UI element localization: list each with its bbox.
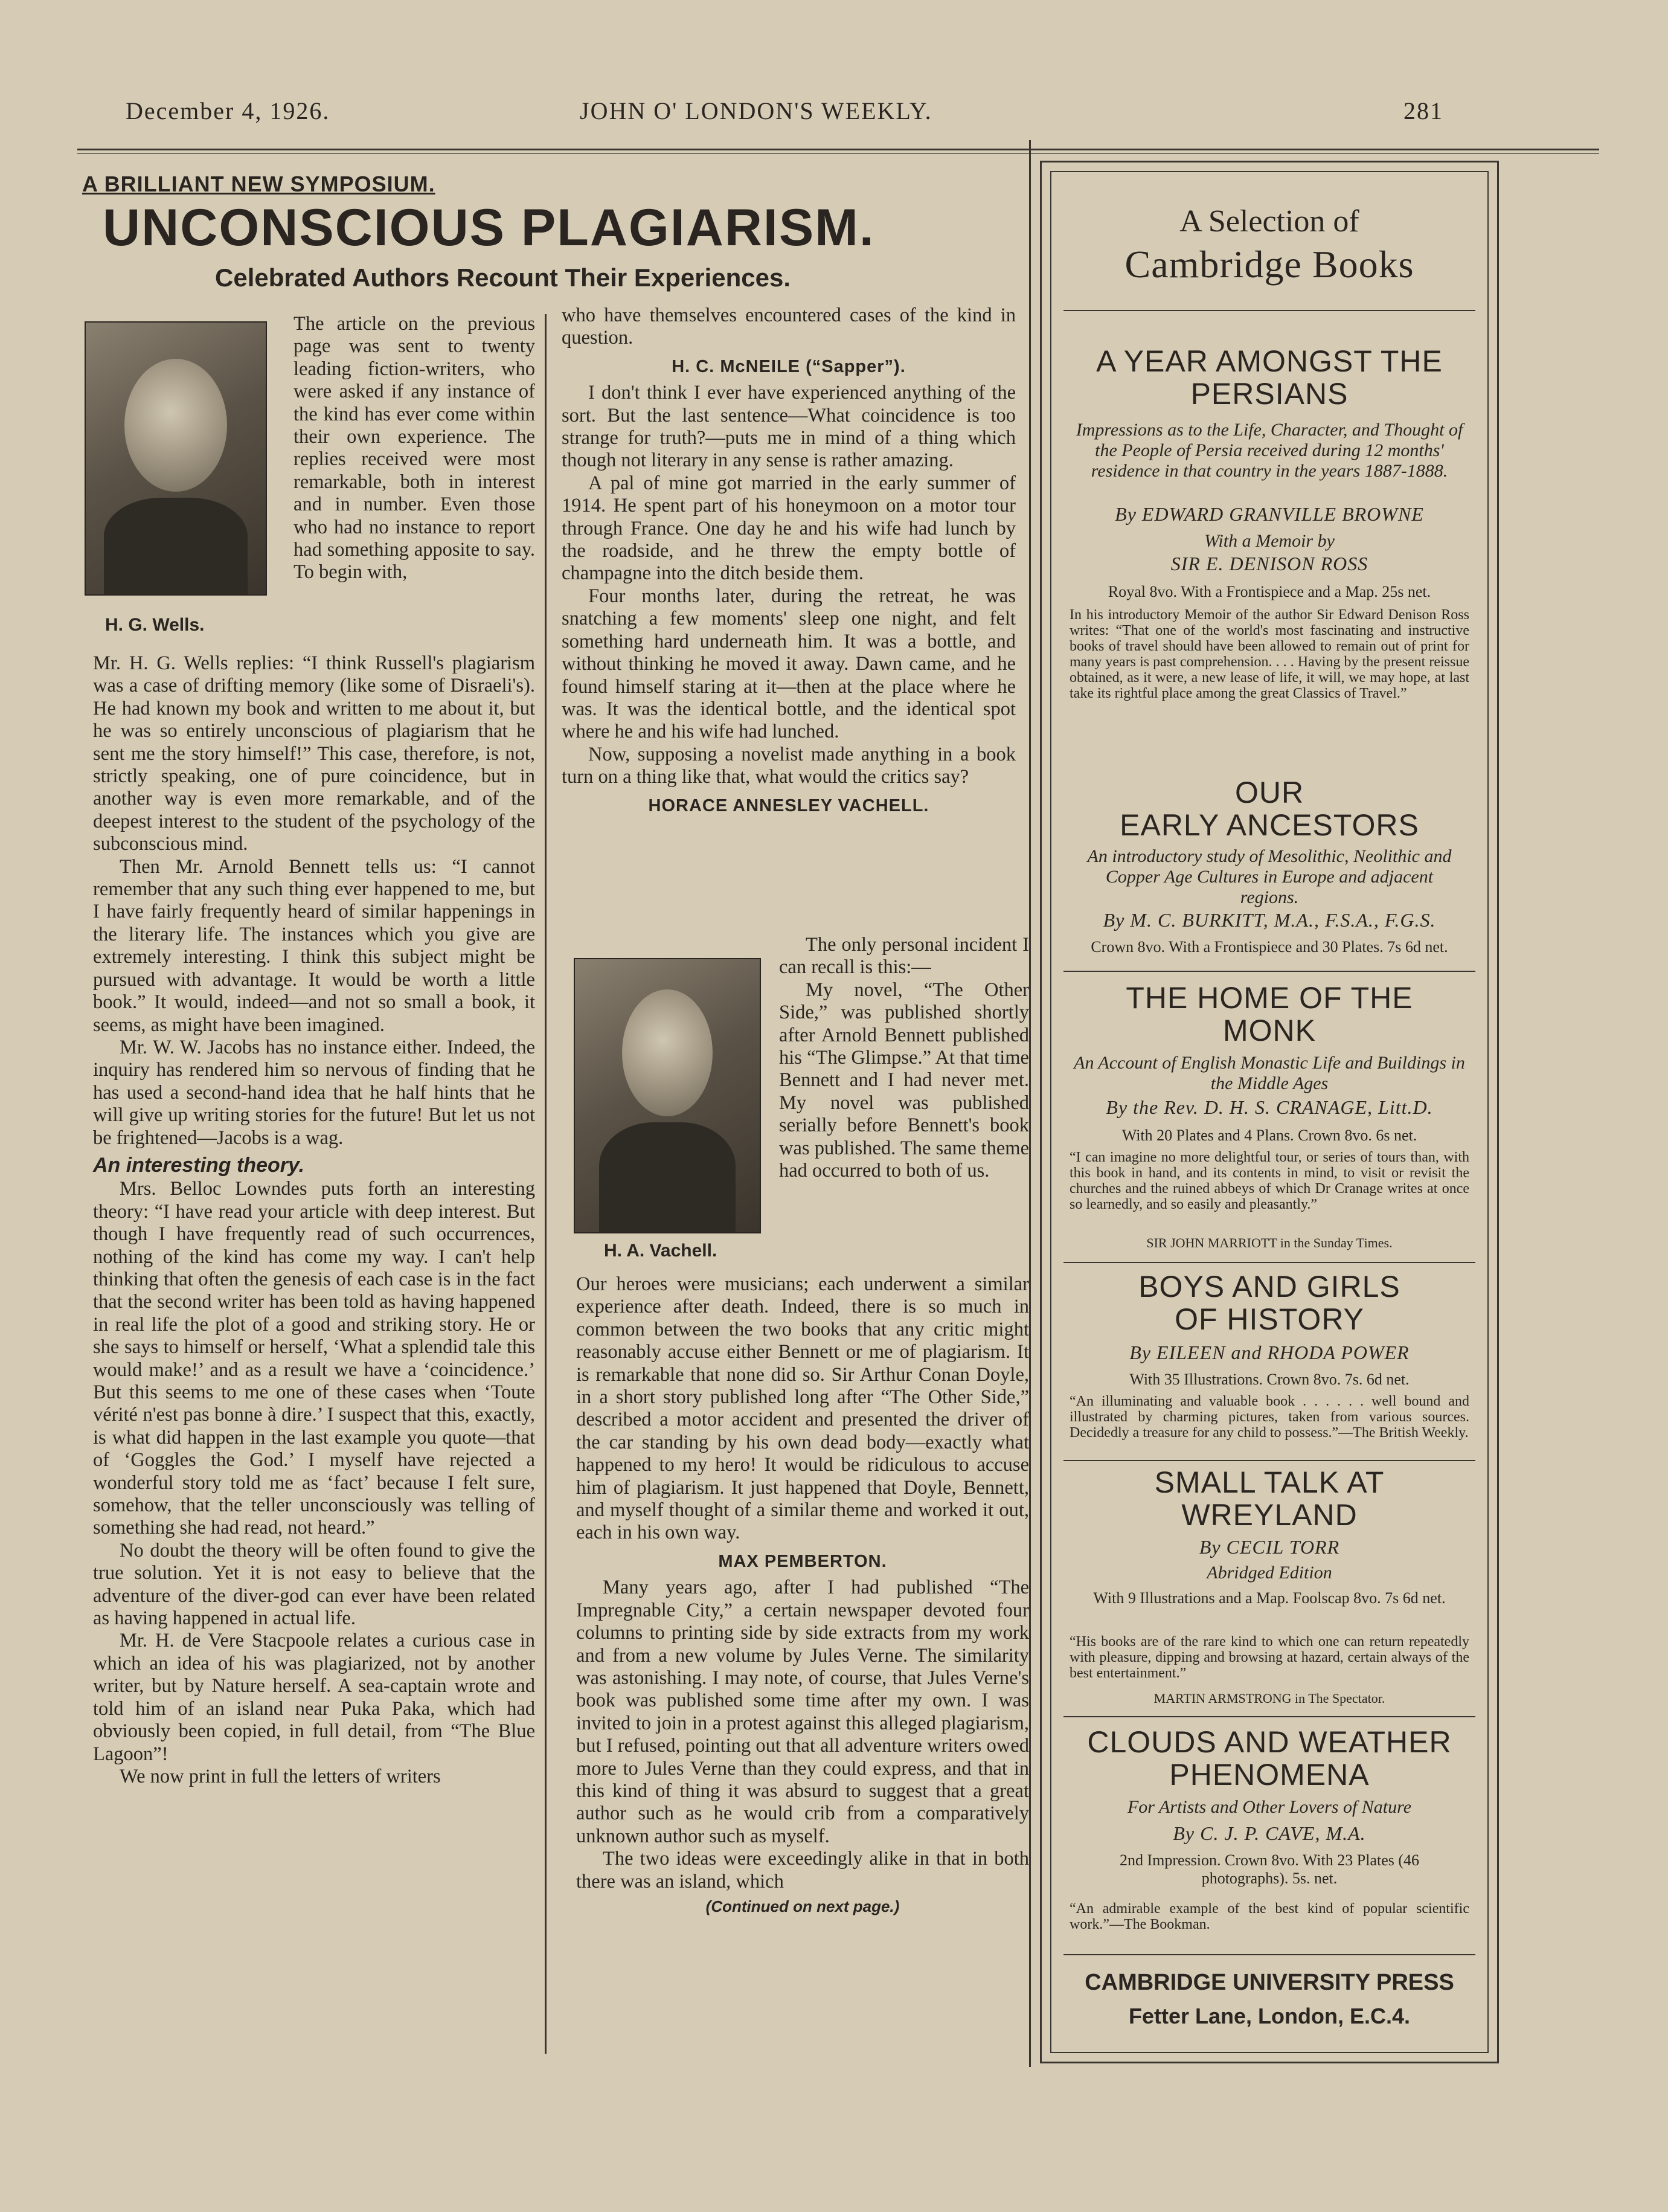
ad-rule-6 — [1063, 1954, 1475, 1955]
intro-paragraph: The article on the previous page was sent to twenty leading fiction-writers, who were asked if any instance of the kind has ever come within their own experience. The replies received were most remarkable, both in interest and in number. Even those who had no instance to report had something apposite to say. To begin with, — [294, 313, 535, 584]
book-author-clouds: By C. J. P. CAVE, M.A. — [1173, 1822, 1366, 1844]
book-details-clouds: 2nd Impression. Crown 8vo. With 23 Plates (46 photographs). 5s. net. — [1119, 1851, 1420, 1887]
book-subtitle-clouds: For Artists and Other Lovers of Nature — [1127, 1797, 1412, 1817]
book-title-ancestors-1: OUR — [1234, 776, 1304, 809]
book-author-monk: By the Rev. D. H. S. CRANAGE, Litt.D. — [1106, 1096, 1433, 1118]
article-kicker: A BRILLIANT NEW SYMPOSIUM. — [82, 172, 435, 196]
column-divider — [545, 314, 547, 2054]
pemberton-heading: MAX PEMBERTON. — [718, 1551, 887, 1571]
book-quote-boys: “An illuminating and valuable book . . . . . . well bound and illustrated by charming pictures, taken from various sources. Decidedly a treasure for any child to possess.”—The British Weekly. — [1070, 1394, 1469, 1441]
ad-divider — [1029, 140, 1031, 2067]
book-title-clouds-1: CLOUDS AND WEATHER — [1087, 1725, 1452, 1759]
vachell-text-top — [779, 934, 1029, 1182]
article-column-1-top — [294, 313, 535, 584]
publisher-name: CAMBRIDGE UNIVERSITY PRESS — [1085, 1970, 1454, 1995]
ad-title-2: Cambridge Books — [1124, 243, 1414, 286]
continued-note: (Continued on next page.) — [705, 1897, 900, 1915]
page-header — [0, 97, 1668, 133]
sapper-paragraph-2: A pal of mine got married in the early summer of 1914. He spent part of his honeymoon on a motor tour through France. One day he and his wife had lunch by the roadside, and he threw the empty bottle of champagne into the ditch beside them. — [562, 472, 1016, 585]
article-column-2-top — [562, 304, 1016, 821]
book-memoir-persians: With a Memoir by — [1204, 531, 1335, 551]
closing-paragraph: We now print in full the letters of writers — [120, 1765, 441, 1787]
sapper-paragraph-3: Four months later, during the retreat, he was snatching a few moments' sleep one night, and felt something hard underneath him. It was a bottle, and without thinking he moved it away. Dawn came, and he found himself staring at it—then at the place where he was. It was the identical bottle, and the identical spot where he and his wife had lunched. — [562, 585, 1016, 743]
book-memoir-author-persians: SIR E. DENISON ROSS — [1170, 553, 1368, 574]
book-details-boys: With 35 Illustrations. Crown 8vo. 7s. 6d net. — [1129, 1371, 1410, 1388]
wells-paragraph: Mr. H. G. Wells replies: “I think Russell's plagiarism was a case of drifting memory (like some of Disraeli's). He had known my book and written to me about it, but he was so entirely unconscious of plagiarism that he sent me the story himself!” This case, therefore, is not, strictly speaking, one of pure coincidence, but in another way is even more remarkable, and of the deepest interest to the student of the psychology of the subconscious mind. — [93, 652, 535, 855]
vachell-caption: H. A. Vachell. — [604, 1241, 717, 1261]
sapper-heading: H. C. McNEILE (“Sapper”). — [672, 356, 906, 376]
book-edition-wreyland: Abridged Edition — [1207, 1563, 1332, 1583]
book-quote-source-monk: SIR JOHN MARRIOTT in the Sunday Times. — [1146, 1235, 1393, 1250]
book-subtitle-monk: An Account of English Monastic Life and Buildings in the Middle Ages — [1074, 1053, 1465, 1093]
pemberton-paragraph-1: Many years ago, after I had published “The Impregnable City,” a certain newspaper devoted four columns to printing side by side extracts from my work and from a new volume by Jules Verne. The similarity was astonishing. I may note, of course, that Jules Verne's book was published some time after my own. I was invited to join in a protest against this alleged plagiarism, but I refused, pointing out that all adventure writers owed more to Jules Verne than they could express, and that in this kind of thing it was absurd to suggest that a great author such as he would crib from a comparatively unknown author such as myself. — [576, 1577, 1029, 1847]
sapper-paragraph-1: I don't think I ever have experienced anything of the sort. But the last sentence—What coincidence is too strange for truth?—puts me in mind of a thing which though not literary in any sense is rather amazing. — [562, 382, 1016, 472]
book-title-persians-2: PERSIANS — [1190, 377, 1349, 411]
lowndes-paragraph: Mrs. Belloc Lowndes puts forth an interesting theory: “I have read your article with deep interest. But though I have frequently read of such occurrences, nothing of the kind has come my way. I can't help thinking that often the genesis of each case is in the fact that the second writer has been told as having happened in real life the plot of a good and striking story. He or she says to himself or herself, ‘What a splendid tale this would make!’ and as a result we have a ‘coincidence.’ But this seems to me one of these cases when ‘Toute vérité n'est pas bonne à dire.’ I suspect that this, exactly, is what did happen in the last example you quote—that of ‘Goggles the God.’ I myself have rejected a wonderful story told me as ‘fact’ because I felt sure, somehow, that the teller unconsciously was telling of something she had read, not heard.” — [93, 1178, 535, 1539]
article-subhead: Celebrated Authors Recount Their Experiences. — [215, 263, 791, 292]
ad-title-1: A Selection of — [1179, 204, 1359, 239]
ad-inner-border — [1050, 171, 1489, 2053]
header-rule-thin — [77, 153, 1599, 154]
vachell-paragraph-1: The only personal incident I can recall is this:— — [779, 934, 1029, 979]
book-title-boys-2: OF HISTORY — [1175, 1302, 1364, 1336]
ad-rule-5 — [1063, 1716, 1475, 1717]
book-quote-wreyland: “His books are of the rare kind to which one can return repeatedly with pleasure, dipping and browsing at hazard, certain always of the best entertainment.” — [1070, 1634, 1469, 1681]
book-title-wreyland-2: WREYLAND — [1181, 1498, 1358, 1532]
book-author-persians: By EDWARD GRANVILLE BROWNE — [1115, 503, 1424, 525]
book-title-boys-1: BOYS AND GIRLS — [1138, 1270, 1400, 1304]
jacobs-paragraph: Mr. W. W. Jacobs has no instance either. Indeed, the inquiry has rendered him so nervous of finding that he has used a second-hand idea that he half hints that he will give up writing stories for the future! But let us not be frightened—Jacobs is a wag. — [93, 1036, 535, 1149]
sapper-paragraph-4: Now, supposing a novelist made anything in a book turn on a thing like that, what would the critics say? — [562, 743, 1016, 788]
ad-rule-4 — [1063, 1460, 1475, 1461]
page-number: 281 — [1403, 97, 1443, 124]
book-details-monk: With 20 Plates and 4 Plans. Crown 8vo. 6s net. — [1121, 1127, 1417, 1144]
ad-rule-2 — [1063, 971, 1475, 972]
vachell-paragraph-2: My novel, “The Other Side,” was published shortly after Arnold Bennett published his “The Glimpse.” At that time Bennett and I had never met. My novel was published serially before Bennett's book was published. The same theme had occurred to both of us. — [779, 979, 1029, 1182]
book-title-monk-2: MONK — [1223, 1014, 1316, 1047]
book-title-clouds-2: PHENOMENA — [1169, 1758, 1370, 1792]
stacpoole-paragraph: Mr. H. de Vere Stacpoole relates a curious case in which an idea of his was plagiarized, not by another writer, but by Nature herself. A sea-captain wrote and told him of an island near Puka Paka, which had obviously been copied, in full detail, from “The Blue Lagoon”! — [93, 1630, 535, 1765]
publisher-address: Fetter Lane, London, E.C.4. — [1128, 2004, 1411, 2028]
cambridge-books-ad — [1040, 161, 1499, 2063]
theory-paragraph: No doubt the theory will be often found to give the true solution. Yet it is not easy to believe that the adventure of the diver-god can ever have been related as having happened in actual life. — [93, 1539, 535, 1630]
ad-rule — [1063, 310, 1475, 311]
book-details-persians: Royal 8vo. With a Frontispiece and a Map. 25s net. — [1108, 583, 1431, 600]
column-subheading: An interesting theory. — [93, 1153, 305, 1177]
book-quote-monk: “I can imagine no more delightful tour, or series of tours than, with this book in hand, and its contents in mind, to visit or revisit the churches and the ruined abbeys of which Dr Cranage writes at once so learnedly, and so easily and pleasantly.” — [1070, 1149, 1469, 1212]
issue-date: December 4, 1926. — [126, 97, 330, 124]
book-quote-clouds: “An admirable example of the best kind of popular scientific work.”—The Bookman. — [1070, 1901, 1469, 1932]
book-title-persians-1: A YEAR AMONGST THE — [1096, 344, 1443, 378]
article-column-2-lower — [576, 1273, 1029, 1918]
book-quote-source-wreyland: MARTIN ARMSTRONG in The Spectator. — [1153, 1691, 1385, 1706]
col2-lead: who have themselves encountered cases of the kind in question. — [562, 304, 1016, 349]
book-details-wreyland: With 9 Illustrations and a Map. Foolscap 8vo. 7s 6d net. — [1093, 1589, 1446, 1607]
book-subtitle-ancestors: An introductory study of Mesolithic, Neolithic and Copper Age Cultures in Europe and adjacent regions. — [1087, 846, 1452, 907]
book-title-wreyland-1: SMALL TALK AT — [1154, 1465, 1385, 1499]
bennett-paragraph: Then Mr. Arnold Bennett tells us: “I cannot remember that any such thing ever happened to me, but I have fairly frequently heard of similar happenings in the literary life. The instances which you give are extremely interesting. I think this subject might be pursued with advantage. It would be worth a little book.” It would, indeed—and not so small a book, it seems, as might have been imagined. — [93, 855, 535, 1036]
vachell-portrait — [574, 958, 761, 1233]
publication-title: JOHN O' LONDON'S WEEKLY. — [580, 97, 932, 124]
book-details-ancestors: Crown 8vo. With a Frontispiece and 30 Plates. 7s 6d net. — [1091, 938, 1448, 956]
book-title-ancestors-2: EARLY ANCESTORS — [1120, 808, 1419, 842]
book-quote-persians: In his introductory Memoir of the author Sir Edward Denison Ross writes: “That one of the world's most fascinating and instructive books of travel should have been allowed to remain out of print for many years is past comprehension. . . . Having by the present reissue obtained, as it were, a new lease of life, it will, we may hope, at last take its rightful place among the great Classics of Travel.” — [1070, 607, 1469, 701]
book-author-wreyland: By CECIL TORR — [1199, 1536, 1340, 1558]
wells-portrait — [85, 321, 267, 596]
book-title-monk-1: THE HOME OF THE — [1126, 981, 1413, 1015]
book-subtitle-persians: Impressions as to the Life, Character, and Thought of the People of Persia received during 12 months' residence in that country in the years 1887-1888. — [1076, 420, 1463, 481]
header-rule — [77, 149, 1599, 150]
pemberton-paragraph-2: The two ideas were exceedingly alike in that in both there was an island, which — [576, 1848, 1029, 1892]
article-headline: UNCONSCIOUS PLAGIARISM. — [103, 199, 875, 257]
article-column-1 — [93, 652, 535, 1788]
vachell-heading: HORACE ANNESLEY VACHELL. — [648, 796, 929, 815]
ad-rule-3 — [1063, 1262, 1475, 1263]
book-author-boys: By EILEEN and RHODA POWER — [1129, 1342, 1410, 1363]
book-author-ancestors: By M. C. BURKITT, M.A., F.S.A., F.G.S. — [1103, 909, 1436, 931]
wells-caption: H. G. Wells. — [105, 615, 205, 635]
vachell-paragraph-3: Our heroes were musicians; each underwent a similar experience after death. Indeed, there is so much in common between the two books that any critic might reasonably accuse either Bennett or me of plagiarism. It is remarkable that none did so. Sir Arthur Conan Doyle, in a short story published long after “The Other Side,” described a motor accident and presented the driver of the car standing by his own dead body—exactly what happened to my hero! It would be ridiculous to accuse him of plagiarism. It just happened that Doyle, Bennett, and myself thought of a similar theme and worked it out, each in his own way. — [576, 1273, 1029, 1544]
